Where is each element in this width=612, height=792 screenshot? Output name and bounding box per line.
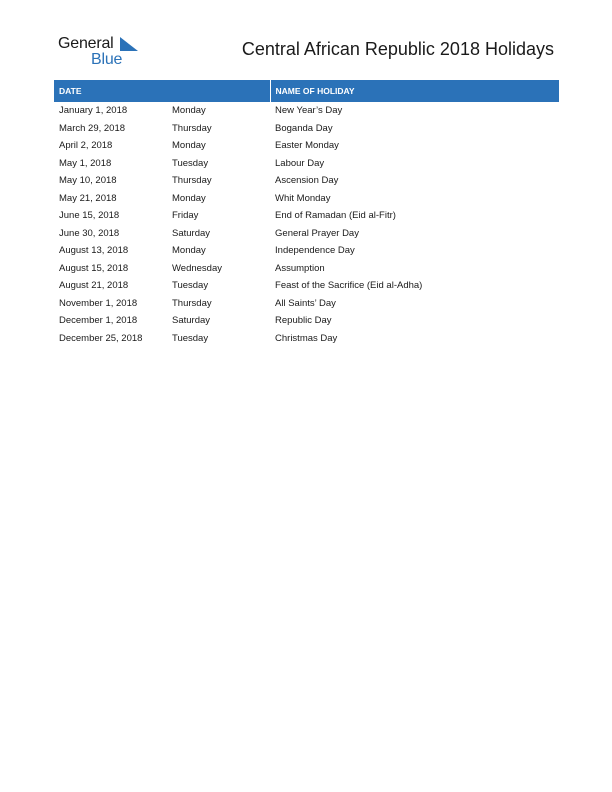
holiday-date: January 1, 2018 (59, 105, 128, 117)
holiday-weekday: Monday (172, 245, 206, 257)
holiday-name: Christmas Day (275, 332, 338, 344)
holiday-name: End of Ramadan (Eid al-Fitr) (275, 210, 396, 222)
holiday-weekday: Monday (172, 140, 206, 152)
holiday-name: Independence Day (275, 245, 355, 257)
holiday-date: March 29, 2018 (59, 122, 126, 134)
holiday-name: All Saints’ Day (275, 297, 336, 309)
generalblue-logo (58, 34, 148, 70)
table-row (54, 120, 559, 138)
page-title: Central African Republic 2018 Holidays (241, 39, 554, 59)
holiday-weekday: Tuesday (172, 332, 209, 344)
holiday-name: New Year’s Day (275, 105, 343, 117)
table-row (54, 312, 559, 330)
table-row (54, 137, 559, 155)
holiday-weekday: Tuesday (172, 280, 209, 292)
holiday-name: Republic Day (275, 315, 332, 327)
holiday-weekday: Thursday (172, 175, 212, 187)
holiday-date: August 21, 2018 (59, 280, 129, 292)
holiday-name: Easter Monday (275, 140, 339, 152)
holiday-name: Labour Day (275, 157, 325, 169)
holiday-weekday: Saturday (172, 315, 211, 327)
table-row (54, 172, 559, 190)
holiday-date: May 10, 2018 (59, 175, 117, 187)
holiday-date: December 25, 2018 (59, 332, 143, 344)
table-row (54, 225, 559, 243)
holiday-weekday: Thursday (172, 297, 212, 309)
holiday-weekday: Monday (172, 105, 206, 117)
table-row (54, 277, 559, 295)
table-row (54, 242, 559, 260)
holiday-name: Boganda Day (275, 122, 333, 134)
holiday-date: April 2, 2018 (59, 140, 113, 152)
holiday-weekday: Tuesday (172, 157, 209, 169)
table-row (54, 190, 559, 208)
table-row (54, 102, 559, 120)
holiday-date: June 30, 2018 (59, 227, 120, 239)
holiday-date: June 15, 2018 (59, 210, 120, 222)
holiday-date: August 13, 2018 (59, 245, 129, 257)
holiday-date: May 1, 2018 (59, 157, 112, 169)
holiday-weekday: Thursday (172, 122, 212, 134)
table-row (54, 330, 559, 348)
holiday-date: May 21, 2018 (59, 192, 117, 204)
holiday-table (54, 80, 559, 347)
holiday-date: December 1, 2018 (59, 315, 138, 327)
header-holiday-name: NAME OF HOLIDAY (270, 80, 559, 102)
table-row (54, 260, 559, 278)
holiday-name: Assumption (275, 262, 325, 274)
holiday-weekday: Saturday (172, 227, 211, 239)
table-header-row (54, 80, 559, 102)
holiday-weekday: Friday (172, 210, 199, 222)
holiday-date: August 15, 2018 (59, 262, 129, 274)
holiday-weekday: Monday (172, 192, 206, 204)
holiday-name: Feast of the Sacrifice (Eid al-Adha) (275, 280, 423, 292)
holiday-weekday: Wednesday (172, 262, 222, 274)
table-row (54, 295, 559, 313)
holiday-date: November 1, 2018 (59, 297, 138, 309)
header-date: DATE (54, 80, 270, 102)
table-row (54, 155, 559, 173)
holiday-name: Whit Monday (275, 192, 331, 204)
logo-text-blue: Blue (91, 51, 123, 68)
table-row (54, 207, 559, 225)
logo-text-general: General (58, 35, 114, 52)
holiday-table-body (54, 102, 559, 347)
holiday-name: General Prayer Day (275, 227, 359, 239)
holiday-name: Ascension Day (275, 175, 339, 187)
logo-triangle-icon (120, 37, 138, 51)
